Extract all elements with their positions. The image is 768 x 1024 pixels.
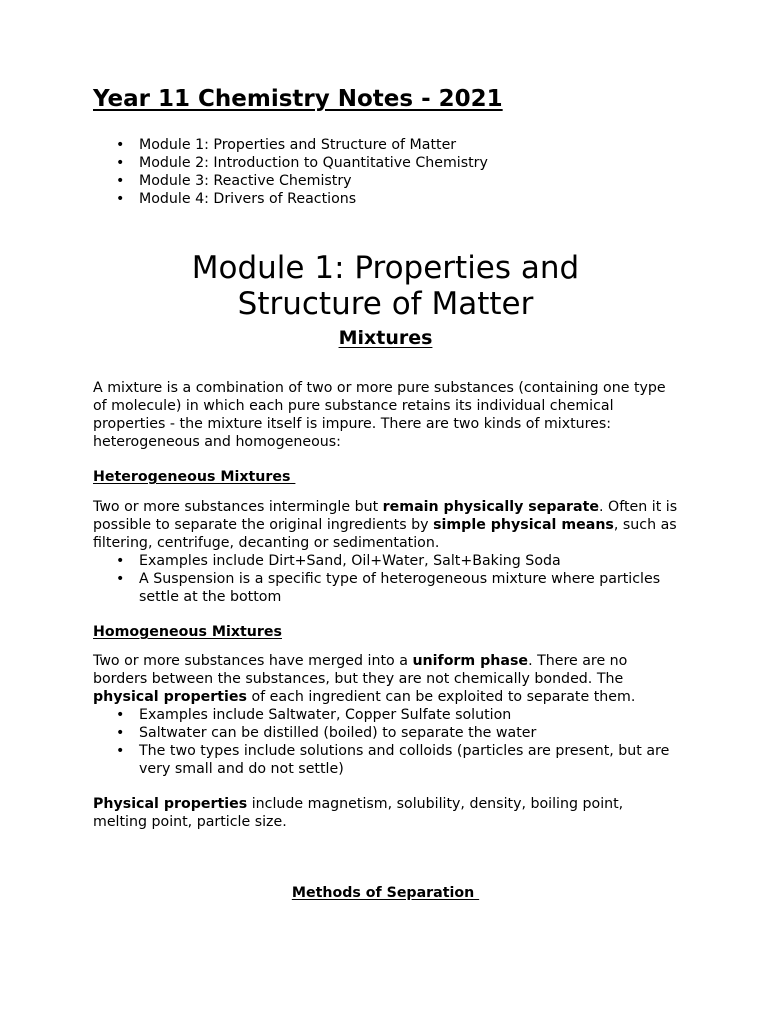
section-title-mixtures: Mixtures [338,327,433,349]
homogeneous-heading: Homogeneous Mixtures [93,624,282,640]
bold-text-run: remain physically separate [382,499,600,515]
text-run: , such as filtering, centrifuge, decanting or sedimentation. [93,517,677,551]
bold-text-run: physical properties [93,689,247,705]
bold-text-run: simple physical means [433,517,614,533]
list-item [93,154,678,172]
text-run: . There are no borders between the substances, but they are not chemically bonded. The [93,653,628,687]
bullet-icon: • [116,571,125,587]
module-1-heading-line-1: Module 1: Properties and [191,250,580,286]
physical-properties-paragraph [93,795,678,831]
homogeneous-bullet-list [93,706,678,778]
module-list-item-3: Module 3: Reactive Chemistry [139,173,352,189]
module-list [93,136,678,208]
homogeneous-paragraph [93,652,678,706]
bold-text-run: uniform phase [412,653,529,669]
text-run: Two or more substances have merged into a [93,653,413,669]
list-item [93,742,678,778]
bullet-icon: • [116,155,125,171]
document-title: Year 11 Chemistry Notes - 2021 [93,86,503,112]
list-item [93,706,678,724]
homogeneous-section [93,652,678,778]
heterogeneous-section [93,498,678,606]
heterogeneous-bullet-list [93,552,678,606]
list-item-text: Examples include Saltwater, Copper Sulfate solution [139,707,512,723]
bullet-icon: • [116,725,125,741]
heterogeneous-heading: Heterogeneous Mixtures [93,469,296,485]
bullet-icon: • [116,191,125,207]
module-list-item-1: Module 1: Properties and Structure of Matter [139,137,457,153]
mixtures-intro-paragraph: A mixture is a combination of two or more pure substances (containing one type of molecule) in which each pure substance retains its individual chemical properties - the mixture itself is impure. There are two kinds of mixtures: heterogeneous and homogeneous: [93,380,666,450]
list-item-text: Examples include Dirt+Sand, Oil+Water, Salt+Baking Soda [139,553,561,569]
list-item [93,172,678,190]
list-item [93,190,678,208]
bullet-icon: • [116,743,125,759]
list-item [93,552,678,570]
module-1-heading-line-2: Structure of Matter [237,286,534,322]
bullet-icon: • [116,707,125,723]
text-run: . Often it is possible to separate the original ingredients by [93,499,678,533]
bold-text-run: Physical properties [93,796,248,812]
text-run: Two or more substances intermingle but [93,499,383,515]
list-item [93,136,678,154]
bullet-icon: • [116,553,125,569]
module-1-heading [93,250,678,322]
list-item-text: Saltwater can be distilled (boiled) to separate the water [139,725,537,741]
list-item [93,570,678,606]
module-list-item-4: Module 4: Drivers of Reactions [139,191,357,207]
list-item-text: The two types include solutions and colloids (particles are present, but are very small and do not settle) [139,743,670,777]
bullet-icon: • [116,137,125,153]
methods-of-separation-heading: Methods of Separation [291,885,480,901]
bullet-icon: • [116,173,125,189]
list-item [93,724,678,742]
text-run: of each ingredient can be exploited to separate them. [246,689,636,705]
module-list-item-2: Module 2: Introduction to Quantitative Chemistry [139,155,488,171]
list-item-text: A Suspension is a specific type of heterogeneous mixture where particles settle at the bottom [139,571,661,605]
text-run: include magnetism, solubility, density, boiling point, melting point, particle size. [93,796,624,830]
heterogeneous-paragraph [93,498,678,552]
